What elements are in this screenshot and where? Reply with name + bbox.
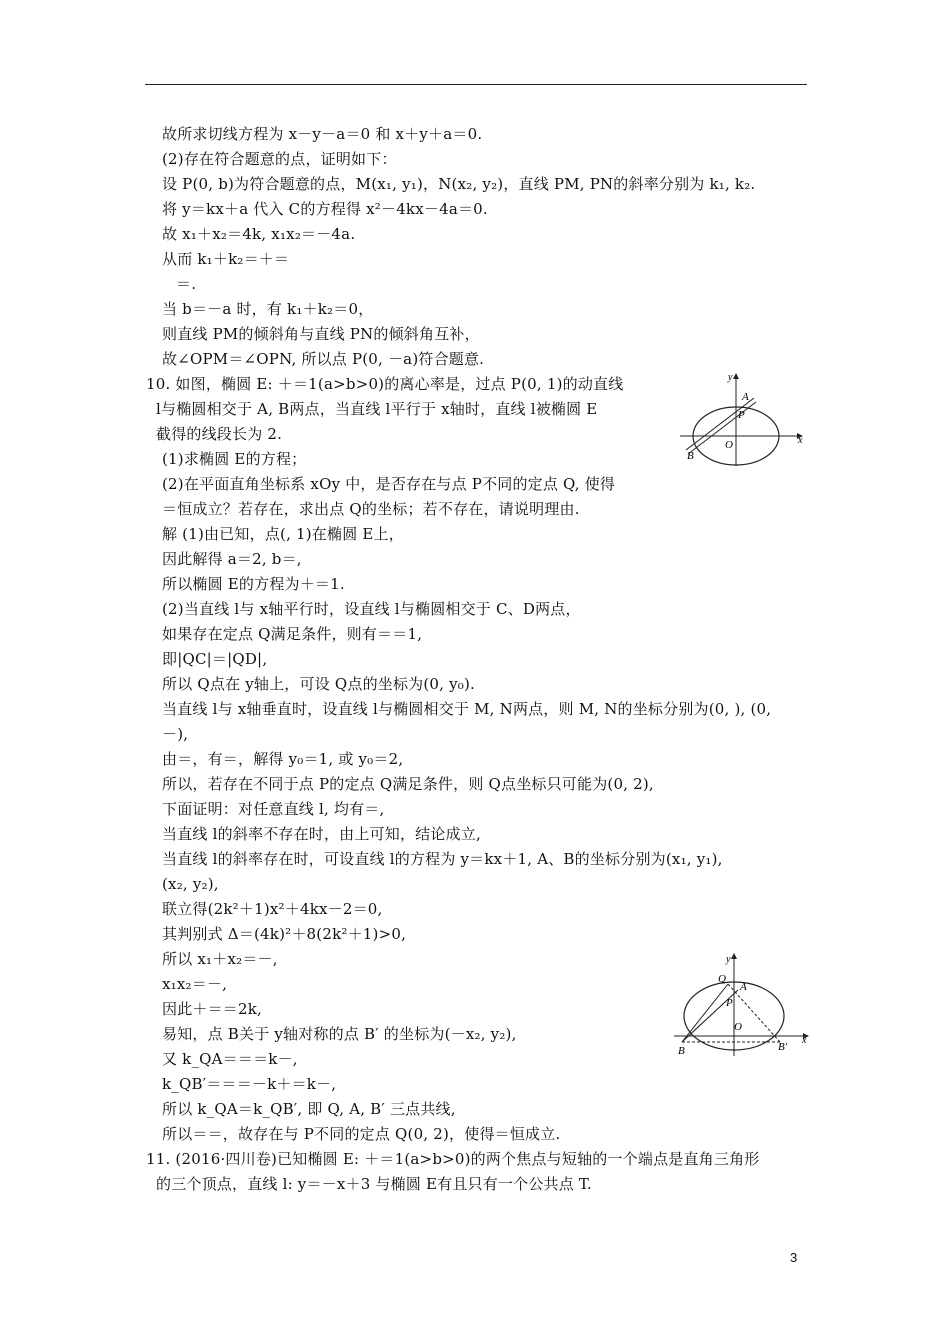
label-B: B [687, 450, 694, 462]
text-line: 所以椭圆 E的方程为＋＝1. [162, 575, 345, 593]
text-line: 所以 x₁＋x₂＝－, [162, 950, 278, 968]
label-A: A [740, 981, 747, 993]
text-line: 所以＝＝，故存在与 P不同的定点 Q(0, 2)，使得＝恒成立. [162, 1125, 561, 1143]
text-line: 所以 Q点在 y轴上，可设 Q点的坐标为(0, y₀). [162, 675, 476, 693]
label-Q: Q [718, 973, 726, 985]
text-line: 联立得(2k²＋1)x²＋4kx－2＝0, [162, 900, 383, 918]
text-line: 当直线 l与 x轴垂直时，设直线 l与椭圆相交于 M, N两点，则 M, N的坐标分别为(0, ), (0, [162, 700, 772, 718]
text-line: 当直线 l的斜率存在时，可设直线 l的方程为 y＝kx＋1, A、B的坐标分别为(x₁, y₁), [162, 850, 723, 868]
text-line: (1)求椭圆 E的方程； [162, 450, 307, 468]
text-line: 的三个顶点，直线 l: y＝－x＋3 与椭圆 E有且只有一个公共点 T. [156, 1175, 592, 1193]
line-Q-B [682, 984, 728, 1042]
label-x: x [802, 1035, 807, 1046]
text-line: 将 y＝kx＋a 代入 C的方程得 x²－4kx－4a＝0. [162, 200, 488, 218]
label-B-prime: B′ [778, 1041, 788, 1053]
text-line: l与椭圆相交于 A, B两点，当直线 l平行于 x轴时，直线 l被椭圆 E [156, 400, 598, 418]
text-line: k_QB′＝＝＝－k＋＝k－, [162, 1075, 337, 1093]
line-Q-A-Bprime [728, 984, 780, 1042]
text-line: ＝. [176, 275, 197, 293]
ellipse-figure-2 [668, 950, 813, 1060]
text-line: 从而 k₁＋k₂＝＋＝ [162, 250, 290, 268]
label-y: y [726, 954, 731, 965]
ellipse-figure-1 [670, 368, 810, 468]
header-rule [145, 84, 807, 85]
text-line: (2)在平面直角坐标系 xOy 中，是否存在与点 P不同的定点 Q, 使得 [162, 475, 616, 493]
page-number: 3 [790, 1250, 798, 1265]
label-P: P [738, 409, 745, 421]
secant-line-parallel [688, 402, 756, 454]
text-line: 因此解得 a＝2, b＝, [162, 550, 302, 568]
text-line: 解 (1)由已知，点(, 1)在椭圆 E上， [162, 525, 404, 543]
text-line: 当 b＝－a 时，有 k₁＋k₂＝0， [162, 300, 374, 318]
problem-10-heading: 10. 如图，椭圆 E: ＋＝1(a>b>0)的离心率是，过点 P(0, 1)的动直线 [146, 375, 624, 393]
text-line: 设 P(0, b)为符合题意的点，M(x₁, y₁)，N(x₂, y₂)，直线 PM, PN的斜率分别为 k₁, k₂. [162, 175, 756, 193]
text-line: 截得的线段长为 2. [156, 425, 283, 443]
text-line: 由＝，有＝，解得 y₀＝1, 或 y₀＝2, [162, 750, 404, 768]
label-y: y [728, 372, 733, 383]
text-line: 所以 k_QA＝k_QB′, 即 Q, A, B′ 三点共线, [162, 1100, 456, 1118]
text-line: 所以，若存在不同于点 P的定点 Q满足条件，则 Q点坐标只可能为(0, 2), [162, 775, 654, 793]
text-line: x₁x₂＝－, [162, 975, 228, 993]
text-line: 则直线 PM的倾斜角与直线 PN的倾斜角互补， [162, 325, 480, 343]
text-line: 下面证明：对任意直线 l, 均有＝, [162, 800, 385, 818]
text-line: (2)当直线 l与 x轴平行时，设直线 l与椭圆相交于 C、D两点， [162, 600, 581, 618]
label-O: O [725, 439, 733, 451]
text-line: 故所求切线方程为 x－y－a＝0 和 x＋y＋a＝0. [162, 125, 483, 143]
text-line: 因此＋＝＝2k, [162, 1000, 263, 1018]
text-line: 故∠OPM＝∠OPN, 所以点 P(0, －a)符合题意. [162, 350, 485, 368]
text-line: (x₂, y₂), [162, 875, 219, 893]
text-line: ＝恒成立？若存在，求出点 Q的坐标；若不存在，请说明理由. [162, 500, 580, 518]
label-x: x [798, 435, 803, 446]
text-line: 又 k_QA＝＝＝k－, [162, 1050, 298, 1068]
text-line: (2)存在符合题意的点，证明如下： [162, 150, 397, 168]
text-line: 易知，点 B关于 y轴对称的点 B′ 的坐标为(－x₂, y₂), [162, 1025, 517, 1043]
label-P: P [726, 997, 733, 1009]
label-O: O [734, 1021, 742, 1033]
problem-11-heading: 11. (2016·四川卷)已知椭圆 E: ＋＝1(a>b>0)的两个焦点与短轴的一个端点是直角三角形 [146, 1150, 760, 1168]
label-B: B [678, 1045, 685, 1057]
text-line: 故 x₁＋x₂＝4k, x₁x₂＝－4a. [162, 225, 356, 243]
text-line: 当直线 l的斜率不存在时，由上可知，结论成立, [162, 825, 481, 843]
label-A: A [742, 391, 749, 403]
text-line: 即|QC|＝|QD|, [162, 650, 268, 668]
text-line: 其判别式 Δ＝(4k)²＋8(2k²＋1)>0, [162, 925, 407, 943]
text-line: 如果存在定点 Q满足条件，则有＝＝1, [162, 625, 423, 643]
text-line: －), [162, 725, 189, 743]
